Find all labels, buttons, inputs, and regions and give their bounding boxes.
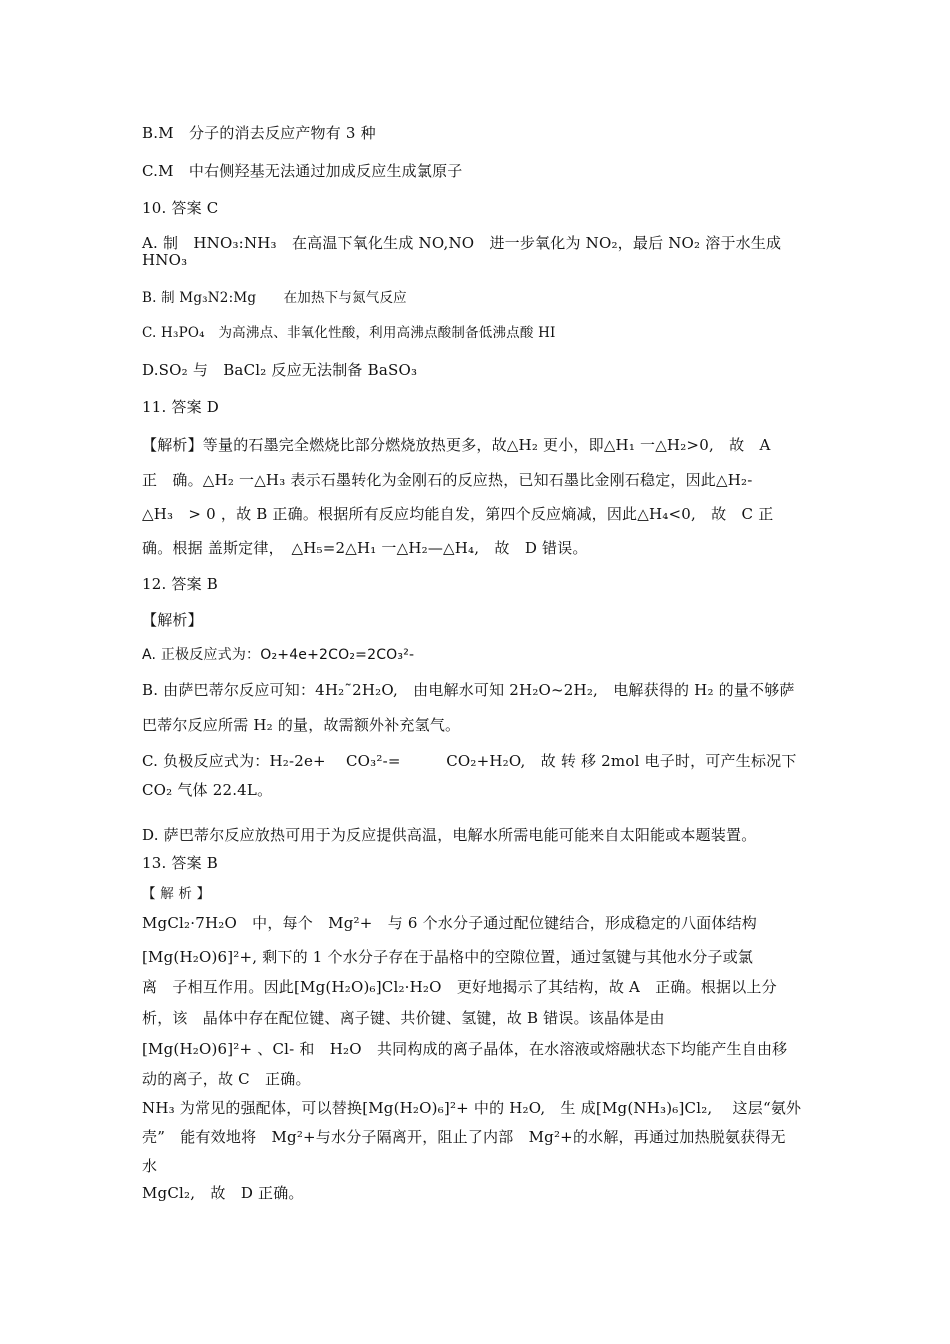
text-line: D.SO₂ 与 BaCl₂ 反应无法制备 BaSO₃ <box>142 361 418 379</box>
text-line: CO₂ 气体 22.4L。 <box>142 781 273 799</box>
text-line: B. 制 Mg₃N2:Mg 在加热下与氮气反应 <box>142 290 407 306</box>
text-line: 水 <box>142 1157 158 1175</box>
text-line: D. 萨巴蒂尔反应放热可用于为反应提供高温，电解水所需电能可能来自太阳能或本题装置。 <box>142 826 757 844</box>
text-line: B.M 分子的消去反应产物有 3 种 <box>142 124 376 142</box>
text-line: MgCl₂·7H₂O 中，每个 Mg²+ 与 6 个水分子通过配位键结合，形成稳定的八面体结构 <box>142 914 757 932</box>
heading-answer-11: 11. 答案 D <box>142 398 220 416</box>
text-line: A. 正极反应式为：O₂+4e+2CO₂=2CO₃²- <box>142 647 415 663</box>
text-line: C. H₃PO₄ 为高沸点、非氧化性酸，利用高沸点酸制备低沸点酸 HI <box>142 325 556 341</box>
text-line: HNO₃ <box>142 251 188 269</box>
text-line: 【解析】等量的石墨完全燃烧比部分燃烧放热更多，故△H₂ 更小，即△H₁ 一△H₂>0, 故 A <box>142 436 771 454</box>
text-line: MgCl₂, 故 D 正确。 <box>142 1184 304 1202</box>
text-line: C. 负极反应式为：H₂-2e+ CO₃²-= CO₂+H₂O, 故 转 移 2mol 电子时，可产生标况下 <box>142 752 797 770</box>
text-line: 正 确。△H₂ 一△H₃ 表示石墨转化为金刚石的反应热，已知石墨比金刚石稳定，因此△H₂- <box>142 471 753 489</box>
text-line: 析，该 晶体中存在配位键、离子键、共价键、氢键，故 B 错误。该晶体是由 <box>142 1009 665 1027</box>
text-line: [Mg(H₂O)6]²+, 剩下的 1 个水分子存在于晶格中的空隙位置，通过氢键与其他水分子或氯 <box>142 948 754 966</box>
text-line: [Mg(H₂O)6]²+ 、Cl- 和 H₂O 共同构成的离子晶体，在水溶液或熔融状态下均能产生自由移 <box>142 1040 788 1058</box>
text-line: 确。根据 盖斯定律， △H₅=2△H₁ 一△H₂—△H₄, 故 D 错误。 <box>142 539 588 557</box>
heading-answer-10: 10. 答案 C <box>142 199 219 217</box>
text-line: 离 子相互作用。因此[Mg(H₂O)₆]Cl₂·H₂O 更好地揭示了其结构，故 A 正确。根据以上分 <box>142 978 777 996</box>
heading-answer-13: 13. 答案 B <box>142 854 219 872</box>
text-line: B. 由萨巴蒂尔反应可知：4H₂˜2H₂O, 由电解水可知 2H₂O~2H₂, 电解获得的 H₂ 的量不够萨 <box>142 681 795 699</box>
text-line: 动的离子，故 C 正确。 <box>142 1070 311 1088</box>
text-line: C.M 中右侧羟基无法通过加成反应生成氯原子 <box>142 162 463 180</box>
text-line: NH₃ 为常见的强配体，可以替换[Mg(H₂O)₆]²+ 中的 H₂O, 生 成[Mg(NH₃)₆]Cl₂, 这层“氨外 <box>142 1099 802 1117</box>
text-line: A. 制 HNO₃:NH₃ 在高温下氧化生成 NO,NO 进一步氧化为 NO₂，最后 NO₂ 溶于水生成 <box>142 234 782 252</box>
text-line: △H₃ > 0 ，故 B 正确。根据所有反应均能自发，第四个反应熵减，因此△H₄<0, 故 C 正 <box>142 505 774 523</box>
text-line: 壳” 能有效地将 Mg²+与水分子隔离开，阻止了内部 Mg²+的水解，再通过加热脱氨获得无 <box>142 1128 786 1146</box>
analysis-label: 【解析】 <box>142 611 203 629</box>
heading-answer-12: 12. 答案 B <box>142 575 219 593</box>
text-line: 巴蒂尔反应所需 H₂ 的量，故需额外补充氢气。 <box>142 716 461 734</box>
analysis-label: 【 解 析 】 <box>142 886 211 902</box>
